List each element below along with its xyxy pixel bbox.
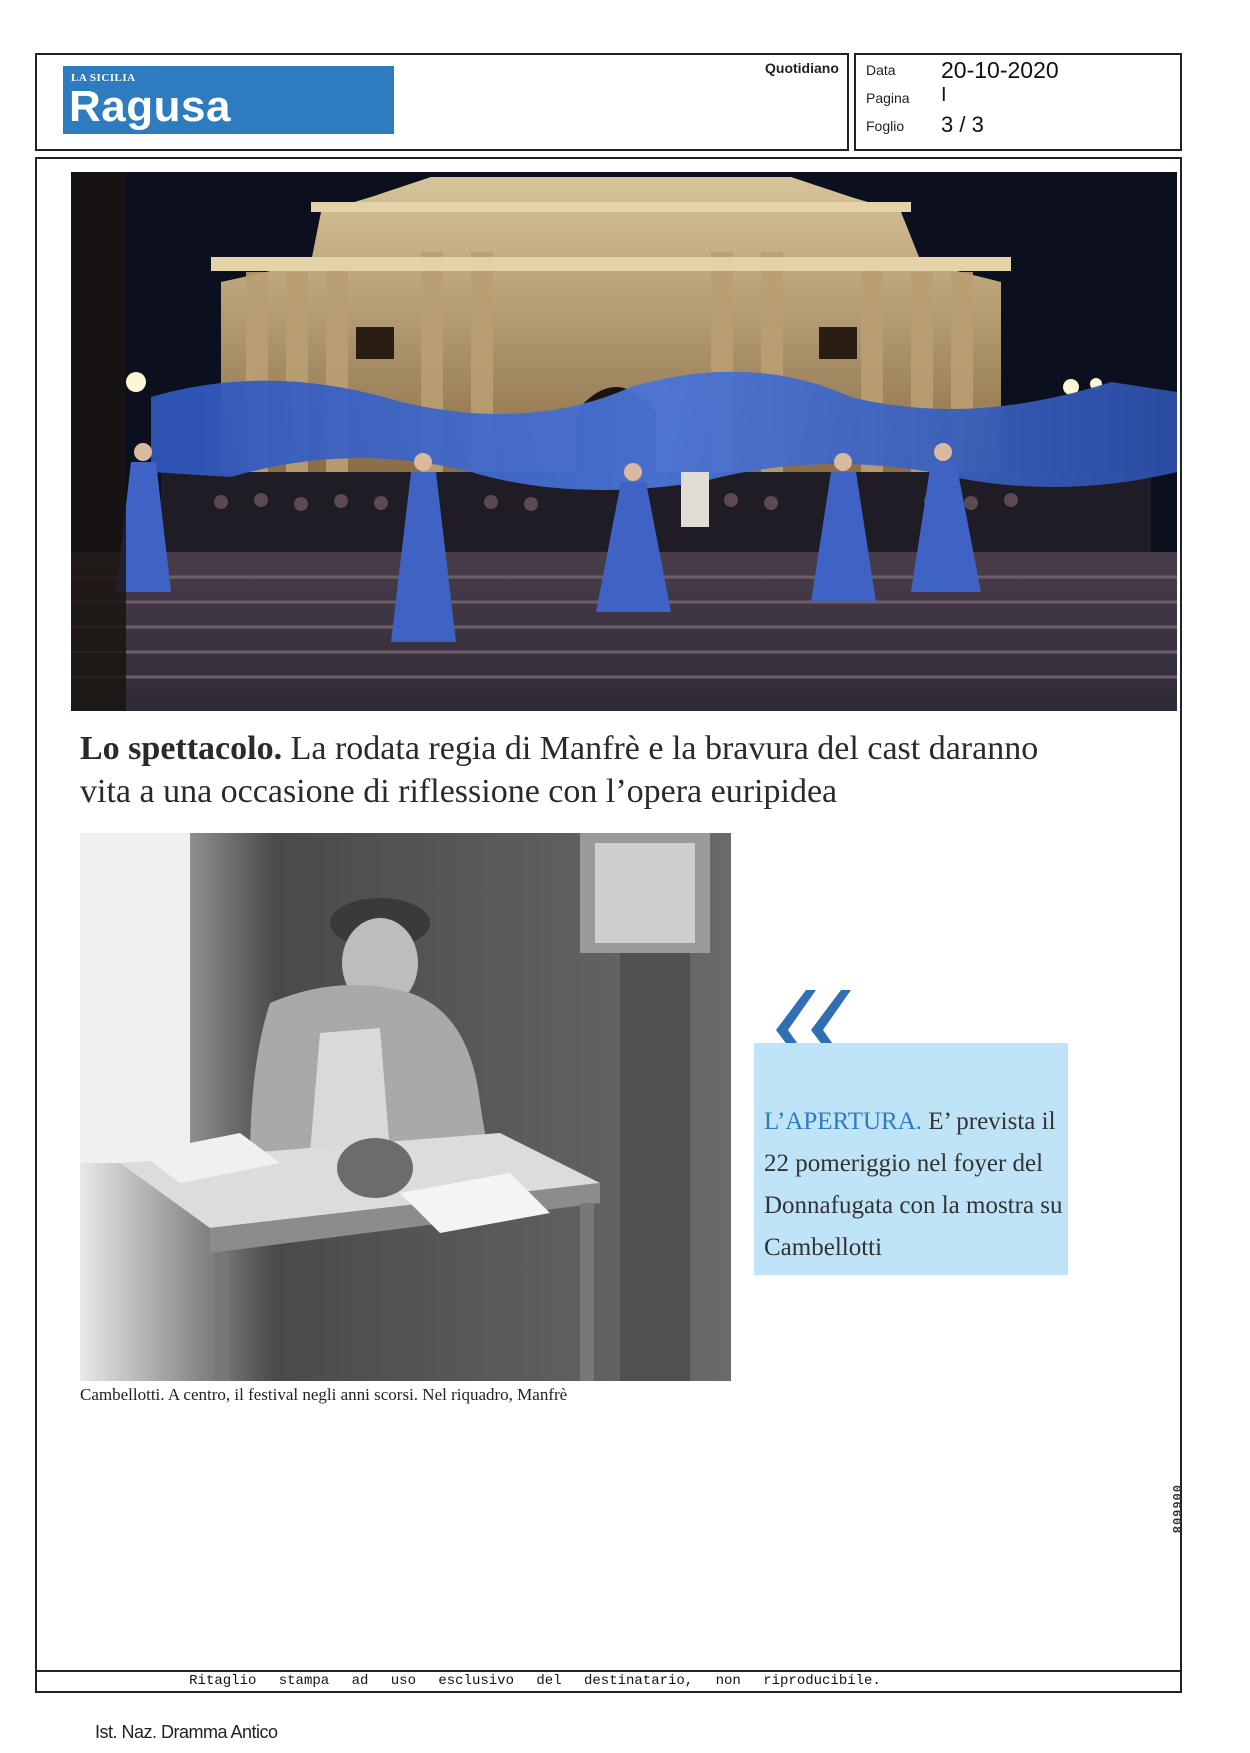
logo-brand-big: Ragusa	[69, 82, 231, 131]
newspaper-logo	[63, 66, 394, 134]
pull-quote-box	[754, 1043, 1068, 1275]
publication-type: Quotidiano	[765, 60, 839, 76]
cambellotti-photo	[80, 833, 731, 1381]
photo-caption: Cambellotti. A centro, il festival negli anni scorsi. Nel riquadro, Manfrè	[80, 1385, 568, 1404]
pagina-label: Pagina	[866, 90, 910, 106]
foglio-label: Foglio	[866, 118, 905, 134]
headline-text: La rodata regia di Manfrè e la bravura del cast daranno vita a una occasione di riflessione con l’opera euripidea	[80, 730, 1039, 810]
data-label: Data	[866, 62, 896, 78]
logo-brand-small: LA SICILIA	[71, 72, 136, 84]
pull-quote-body: E’ prevista il 22 pomeriggio nel foyer del Donnafugata con la mostra su Cambellotti	[764, 1108, 1063, 1261]
source-label: Ist. Naz. Dramma Antico	[95, 1722, 278, 1742]
data-value: 20-10-2020	[941, 57, 1059, 83]
foglio-value: 3 / 3	[941, 112, 984, 137]
headline-lead: Lo spettacolo.	[80, 730, 283, 767]
footer-disclaimer: Ritaglio stampa ad uso esclusivo del destinatario, non riproducibile.	[189, 1673, 881, 1689]
pull-quote-text	[764, 1101, 1064, 1269]
side-code: 006608	[1169, 1485, 1183, 1535]
footer-divider	[35, 1670, 1182, 1672]
headline	[80, 727, 1090, 813]
performance-photo	[71, 172, 1177, 711]
pull-quote-label: L’APERTURA.	[764, 1108, 923, 1135]
pagina-value: I	[941, 84, 947, 106]
